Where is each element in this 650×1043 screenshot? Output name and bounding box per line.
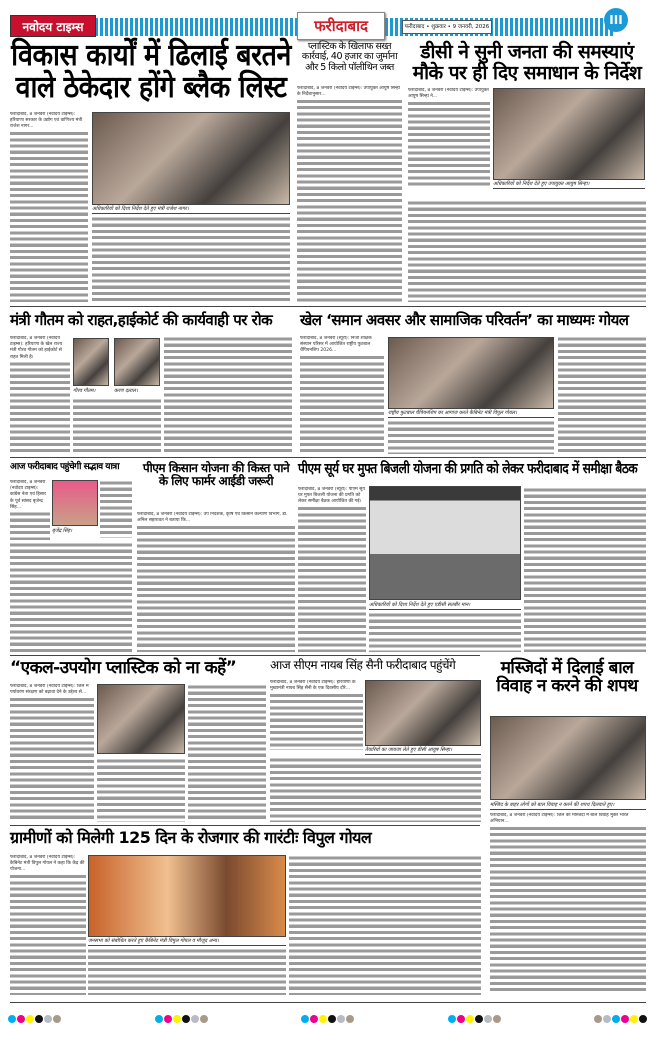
cm-photo — [365, 680, 481, 746]
newspaper-logo: नवोदय टाइम्स — [10, 15, 96, 37]
dalal-photo — [114, 338, 160, 386]
cm-body: फरीदाबाद, 8 जनवरी (नवोदय टाइम्स): हरियाणा के मुख्यमंत्री नायब सिंह सैनी के एक दिवसीय दौरे... — [270, 680, 363, 750]
section-title: फरीदाबाद — [297, 12, 385, 40]
divider — [10, 825, 480, 826]
goyal-body-2 — [388, 420, 554, 454]
goyal-body: फरीदाबाद, 8 जनवरी (ब्यूरो): निजी शैक्षिक संस्थान परिसर में आयोजित राष्ट्रीय फुटबाल चैंपियनशिप 2026... — [300, 336, 384, 454]
masjid-caption: मस्जिद के बाहर लोगों को बाल विवाह न करने की शपथ दिलवाते हुए। — [490, 802, 646, 810]
grameen-caption: जनसभा को संबोधित करते हुए कैबिनेट मंत्री विपुल गोयल व मौजूद अन्य। — [88, 938, 286, 946]
gautam-photo — [73, 338, 109, 386]
goyal-body-3 — [558, 336, 646, 454]
single-use-headline: “एकल-उपयोग प्लास्टिक को ना कहें” — [10, 658, 237, 678]
single-use-body-2 — [97, 758, 185, 822]
single-use-photo — [97, 684, 185, 754]
kisan-headline: पीएम किसान योजना की किस्त पाने के लिए फार्मर आईडी जरूरी — [142, 461, 290, 488]
masjid-photo — [490, 716, 646, 800]
dc-caption: अधिकारियों को निर्देश देते हुए उपायुक्त आयुष सिन्हा। — [493, 181, 645, 189]
dc-photo — [493, 88, 645, 180]
surya-headline: पीएम सूर्य घर मुफ्त बिजली योजना की प्रगति को लेकर फरीदाबाद में समीक्षा बैठक — [298, 461, 638, 477]
dc-headline: डीसी ने सुनी जनता की समस्याएं मौके पर ही दिए समाधान के निर्देश — [412, 41, 642, 84]
divider — [10, 1002, 646, 1003]
sadbhav-body: फरीदाबाद, 8 जनवरी (नवोदय टाइम्स): कांग्रेस नेता एवं हिसार के पूर्व सांसद बृजेन्द्र सिंह... — [10, 480, 50, 540]
grameen-body-3 — [289, 855, 481, 995]
grameen-body: फरीदाबाद, 8 जनवरी (नवोदय टाइम्स): कैबिनेट मंत्री विपुल गोयल ने कहा कि केंद्र की योजना... — [10, 855, 86, 995]
sadbhav-body-3 — [10, 542, 132, 652]
plastic-fine-headline: प्लास्टिक के खिलाफ सख्त कार्रवाई, 40 हजार का जुर्माना और 5 किलो पॉलीथिन जब्त — [301, 41, 398, 73]
grameen-photo — [88, 855, 286, 937]
page-number: III — [604, 8, 628, 32]
single-use-body-3 — [188, 684, 266, 822]
goyal-photo — [388, 337, 554, 409]
surya-body: फरीदाबाद, 8 जनवरी (ब्यूरो): पीएम सूर्य घर मुफ्त बिजली योजना की प्रगति को लेकर समीक्षा बैठक आयोजित की गई। — [298, 487, 366, 652]
cm-caption: तैयारियों का जायजा लेते हुए डीसी आयुष सिन्हा। — [365, 747, 481, 755]
single-use-body: फरीदाबाद, 8 जनवरी (नवोदय टाइम्स): जिले में पर्यावरण संरक्षण को बढ़ावा देने के उद्देश्य से... — [10, 684, 94, 822]
surya-body-2 — [369, 612, 521, 652]
sadbhav-photo — [52, 480, 98, 526]
masjid-body: फरीदाबाद, 8 जनवरी (नवोदय टाइम्स): जिले की मस्जिदों में बाल विवाह मुक्त भारत अभियान... — [490, 813, 646, 993]
lead-body: फरीदाबाद, 8 जनवरी (नवोदय टाइम्स): हरियाणा सरकार के उद्योग एवं वाणिज्य मंत्री राजेश नागर... — [10, 112, 88, 302]
lead-caption: अधिकारियों को दिशा निर्देश देते हुए मंत्री राजेश नागर। — [92, 206, 290, 214]
goyal-caption: राष्ट्रीय फुटबाल चैंपियनशिप का आगाज करते कैबिनेट मंत्री विपुल गोयल। — [388, 410, 554, 418]
cm-body-2 — [270, 757, 481, 822]
lead-body-cont — [92, 216, 290, 302]
edition-date: फरीदाबाद • शुक्रवार • 9 जनवरी, 2026 — [402, 20, 492, 34]
surya-photo — [369, 486, 521, 600]
cm-headline: आज सीएम नायब सिंह सैनी फरीदाबाद पहुंचेंगे — [270, 658, 456, 672]
lead-photo — [92, 112, 290, 205]
dalal-caption: करण दलाल। — [114, 388, 160, 395]
divider — [10, 306, 646, 307]
grameen-body-2 — [88, 948, 286, 995]
gautam-headline: मंत्री गौतम को राहत,हाईकोर्ट की कार्यवाही पर रोक — [10, 311, 273, 329]
masjid-headline: मस्जिदों में दिलाई बाल विवाह न करने की शपथ — [496, 658, 638, 697]
surya-caption: अधिकारियों को दिशा निर्देश देते हुए एडीसी सतबीर मान। — [369, 602, 521, 610]
sadbhav-caption: बृजेंद्र सिंह। — [52, 528, 98, 535]
divider — [10, 457, 646, 458]
surya-body-3 — [524, 487, 646, 652]
sadbhav-body-2 — [100, 480, 132, 538]
gautam-caption: गौरव गौतम। — [73, 388, 109, 395]
goyal-headline: खेल ‘समान अवसर और सामाजिक परिवर्तन’ का माध्यमः गोयल — [300, 311, 629, 329]
lead-headline: विकास कार्यों में ढिलाई बरतने वाले ठेकेदार होंगे ब्लैक लिस्ट — [11, 38, 291, 106]
gautam-body: फरीदाबाद, 8 जनवरी (नवोदय टाइम्स): हरियाणा के खेल राज्य मंत्री गौरव गौतम को हाईकोर्ट से राहत मिली है। — [10, 336, 70, 454]
gautam-body-2 — [73, 398, 161, 454]
kisan-body: फरीदाबाद, 8 जनवरी (नवोदय टाइम्स): उप निदेशक, कृषि एवं किसान कल्याण विभाग, डा. अनिल सहारावत ने बताया कि... — [137, 512, 295, 652]
dc-body: फरीदाबाद, 8 जनवरी (नवोदय टाइम्स): उपायुक्त आयुष सिन्हा ने... — [408, 88, 490, 188]
registration-marks — [8, 1008, 648, 1027]
grameen-headline: ग्रामीणों को मिलेगी 125 दिन के रोजगार की गारंटीः विपुल गोयल — [10, 828, 372, 847]
gautam-body-3 — [164, 336, 292, 454]
sadbhav-headline: आज फरीदाबाद पहुंचेगी सद्भाव यात्रा — [10, 462, 120, 472]
dc-body-cont — [408, 200, 646, 302]
divider — [10, 655, 480, 656]
plastic-fine-body: फरीदाबाद, 8 जनवरी (नवोदय टाइम्स): उपायुक्त आयुष सिन्हा के निर्देशानुसार... — [297, 86, 402, 302]
